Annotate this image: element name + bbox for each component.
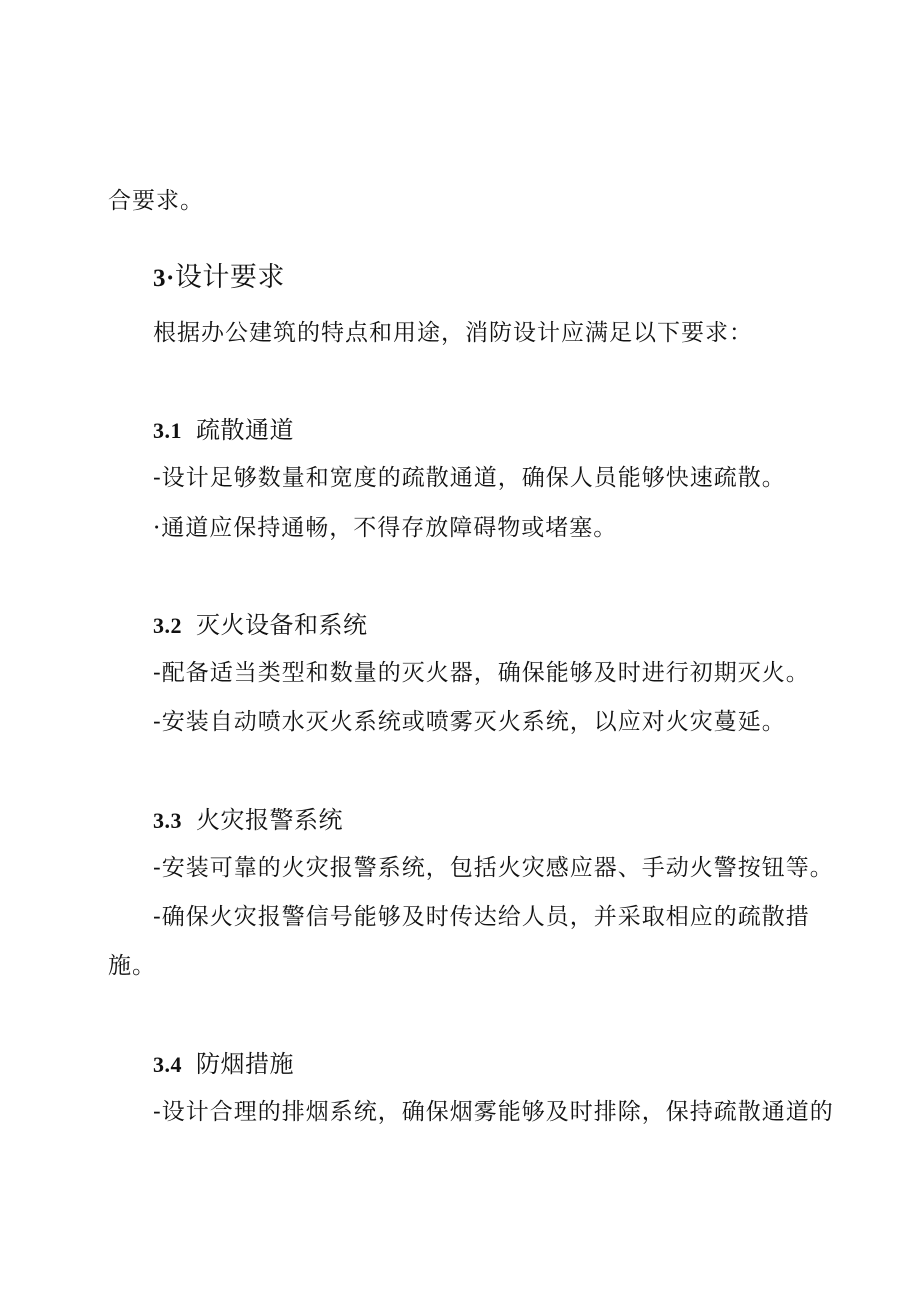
subsection-title: 火灾报警系统 bbox=[196, 806, 343, 834]
subsection-number: 3.1 bbox=[153, 418, 182, 443]
subsection-number: 3.2 bbox=[153, 613, 182, 638]
subsection-number: 3.3 bbox=[153, 808, 182, 833]
list-item-continuation: 施。 bbox=[108, 953, 156, 979]
section-number: 3· bbox=[153, 265, 175, 292]
subsection-heading-3-4 bbox=[153, 1049, 294, 1080]
subsection-title: 灭火设备和系统 bbox=[196, 611, 368, 639]
section-title: 设计要求 bbox=[174, 262, 285, 293]
subsection-heading-3-2 bbox=[153, 610, 368, 641]
list-item: -配备适当类型和数量的灭火器，确保能够及时进行初期灭火。 bbox=[153, 660, 810, 686]
continued-paragraph-end: 合要求。 bbox=[108, 188, 204, 214]
subsection-heading-3-3 bbox=[153, 805, 343, 836]
section-intro: 根据办公建筑的特点和用途，消防设计应满足以下要求： bbox=[153, 320, 753, 346]
list-item: ·通道应保持通畅，不得存放障碍物或堵塞。 bbox=[153, 515, 618, 541]
subsection-title: 防烟措施 bbox=[196, 1050, 294, 1078]
subsection-heading-3-1 bbox=[153, 415, 294, 446]
section-heading bbox=[153, 263, 285, 294]
subsection-number: 3.4 bbox=[153, 1052, 182, 1077]
list-item: -设计合理的排烟系统，确保烟雾能够及时排除，保持疏散通道的 bbox=[153, 1099, 834, 1125]
list-item: -安装自动喷水灭火系统或喷雾灭火系统，以应对火灾蔓延。 bbox=[153, 709, 786, 735]
list-item: -确保火灾报警信号能够及时传达给人员，并采取相应的疏散措 bbox=[153, 904, 810, 930]
list-item: -设计足够数量和宽度的疏散通道，确保人员能够快速疏散。 bbox=[153, 465, 786, 491]
list-item: -安装可靠的火灾报警系统，包括火灾感应器、手动火警按钮等。 bbox=[153, 855, 834, 881]
subsection-title: 疏散通道 bbox=[196, 416, 294, 444]
